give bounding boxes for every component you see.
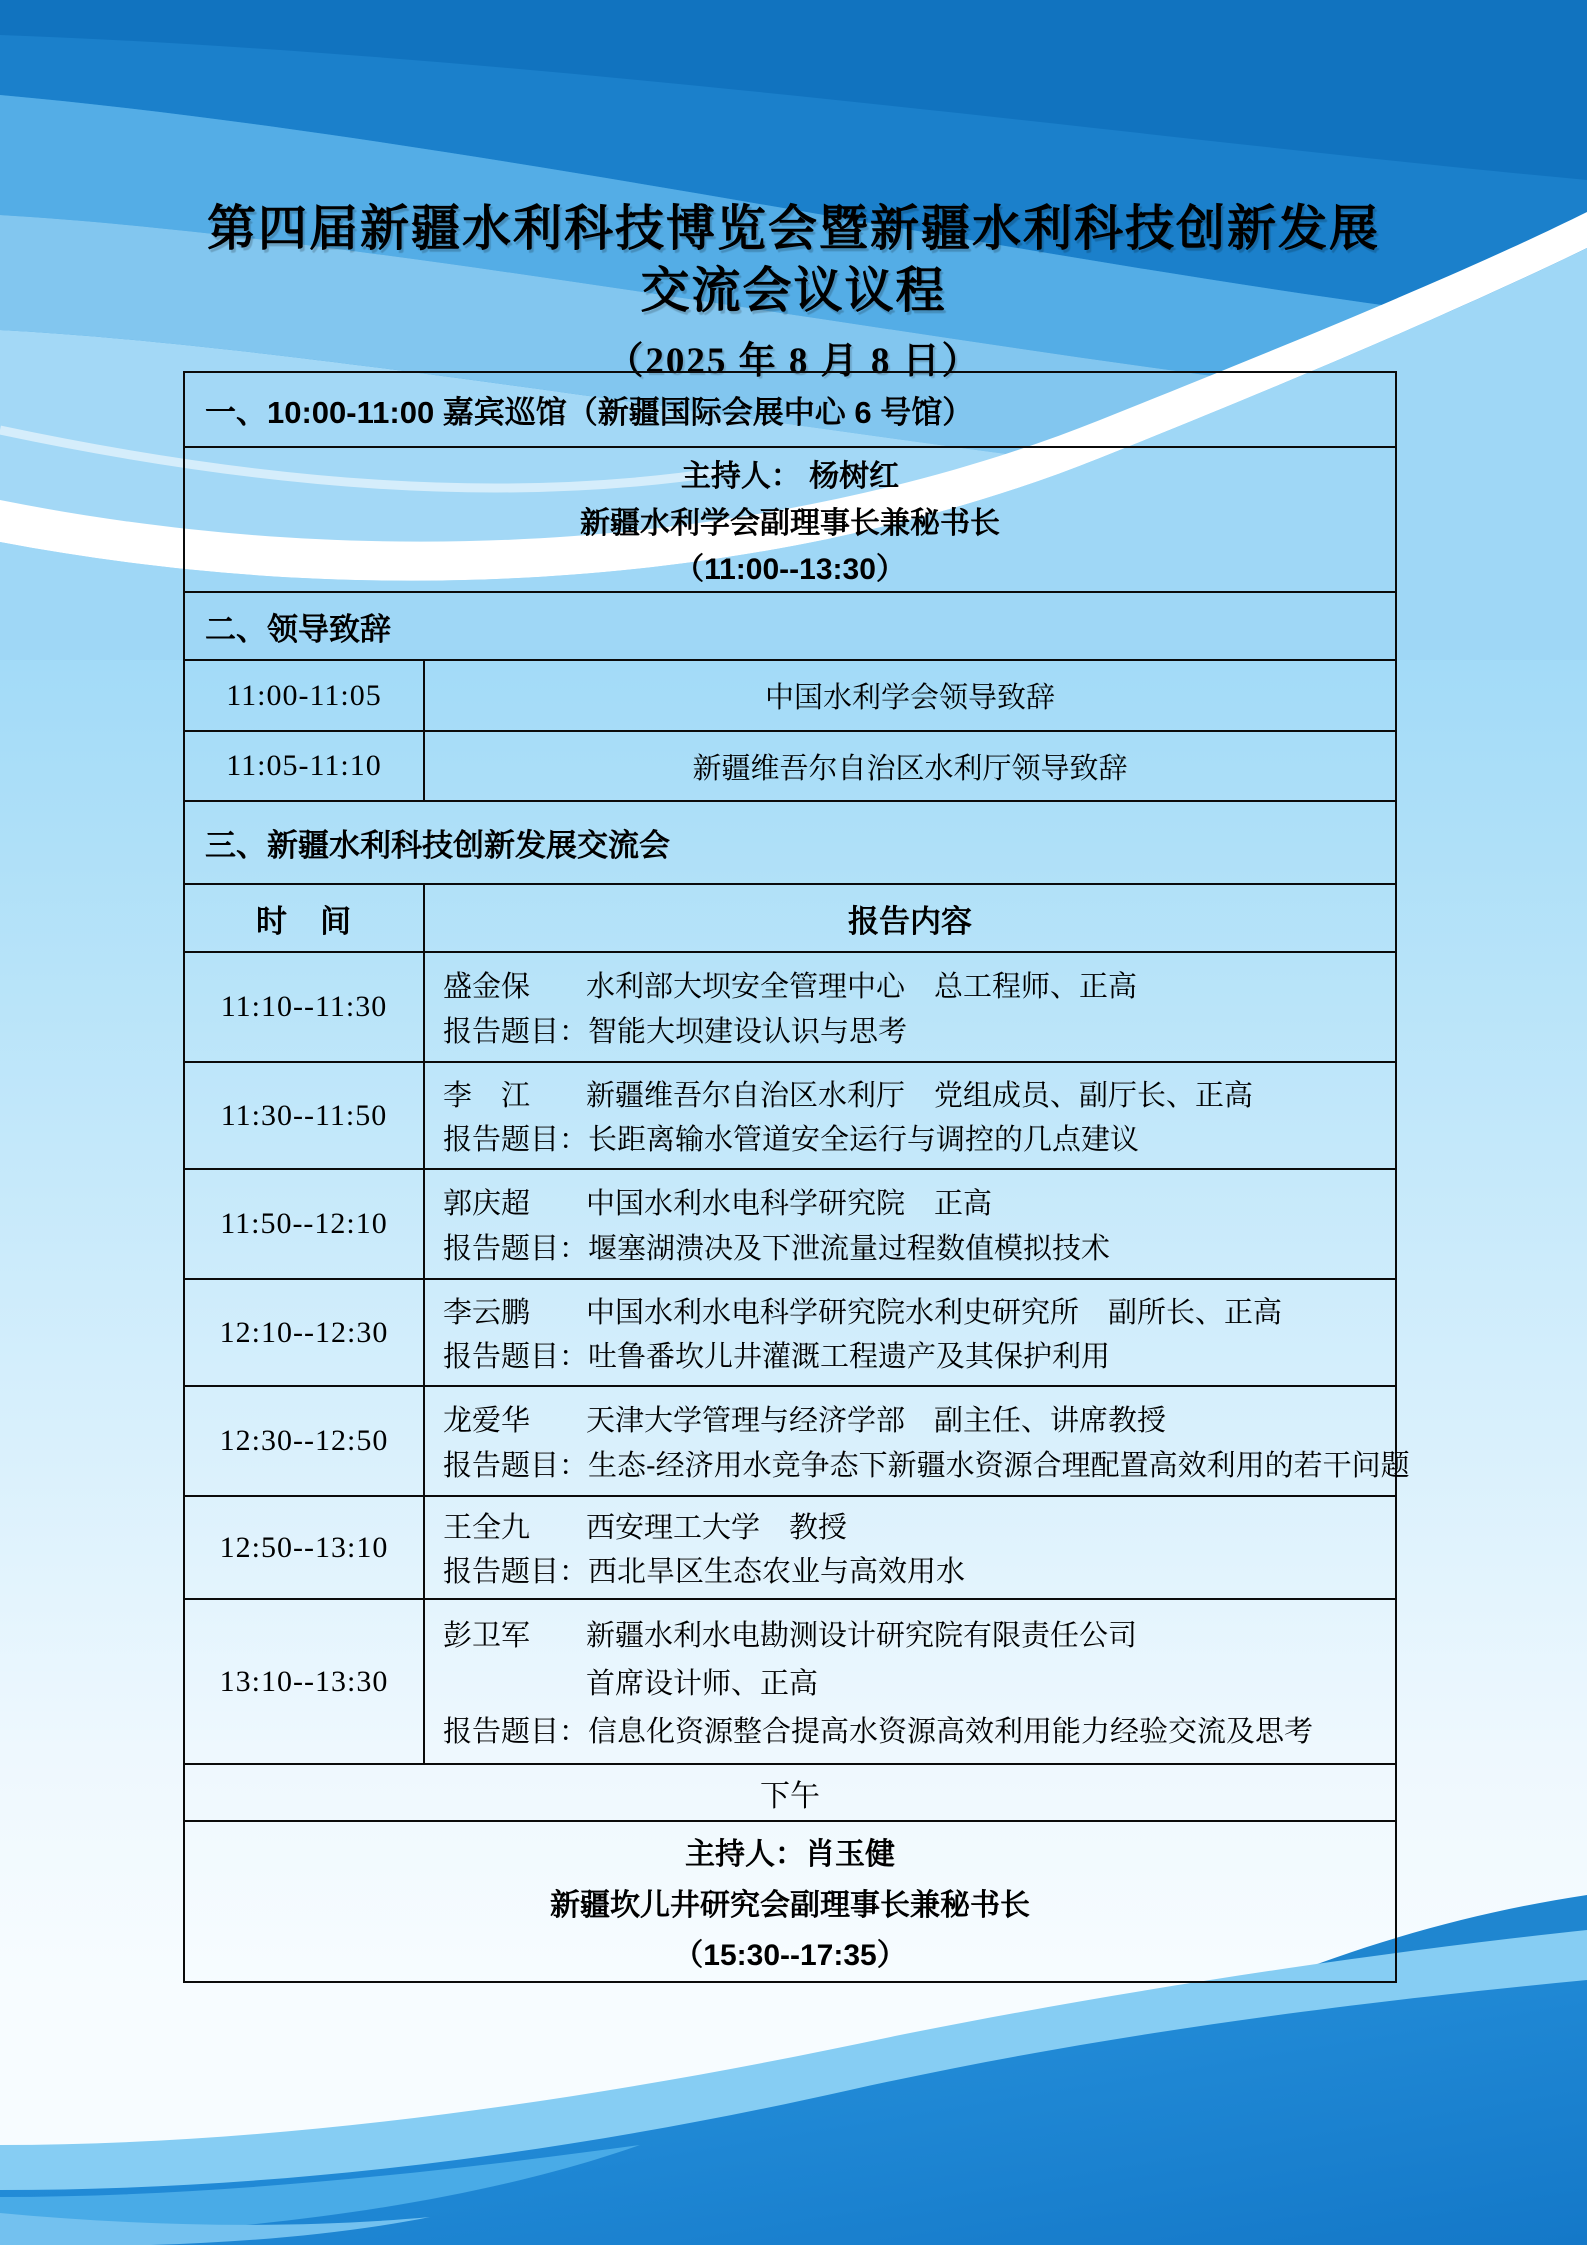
report-cell bbox=[425, 953, 1395, 1061]
morning-host-row bbox=[185, 448, 1395, 593]
report-row bbox=[185, 1387, 1410, 1497]
time-cell: 13:10--13:30 bbox=[185, 1600, 425, 1763]
topic-line bbox=[443, 1117, 1391, 1158]
speaker-affiliation-line-2: 首席设计师、正高 bbox=[586, 1668, 819, 1700]
report-row bbox=[185, 953, 1395, 1063]
topic-text: 长距离输水管道安全运行与调控的几点建议 bbox=[588, 1124, 1140, 1157]
section-1-label: 一、10:00-11:00 嘉宾巡馆（新疆国际会展中心 6 号馆） bbox=[205, 395, 974, 430]
time-cell: 11:00-11:05 bbox=[185, 661, 425, 730]
topic-line bbox=[443, 1443, 1410, 1484]
topic-prefix: 报告题目： bbox=[443, 1124, 589, 1157]
time-cell: 12:10--12:30 bbox=[185, 1280, 425, 1385]
topic-prefix: 报告题目： bbox=[443, 1233, 589, 1266]
time-cell: 11:05-11:10 bbox=[185, 732, 425, 800]
title-date: （2025 年 8 月 8 日） bbox=[606, 341, 981, 382]
topic-line bbox=[443, 1709, 1391, 1750]
morning-session-time: （11:00--13:30） bbox=[674, 553, 906, 587]
speaker-affiliation: 新疆水利水电勘测设计研究院有限责任公司 bbox=[586, 1620, 1138, 1652]
report-cell bbox=[425, 1387, 1414, 1495]
topic-line bbox=[443, 1334, 1391, 1375]
topic-text: 信息化资源整合提高水资源高效利用能力经验交流及思考 bbox=[588, 1716, 1314, 1748]
speaker-line bbox=[443, 1505, 1391, 1546]
report-cell bbox=[425, 1600, 1395, 1763]
report-cell bbox=[425, 1170, 1395, 1278]
section-3-label: 三、新疆水利科技创新发展交流会 bbox=[205, 828, 670, 863]
speaker-name: 郭庆超 bbox=[443, 1187, 531, 1220]
afternoon-host-name: 主持人：肖玉健 bbox=[685, 1837, 895, 1871]
report-row bbox=[185, 1497, 1395, 1600]
section-3-header bbox=[185, 802, 1395, 885]
time-cell: 11:30--11:50 bbox=[185, 1063, 425, 1168]
speaker-affiliation: 水利部大坝安全管理中心 总工程师、正高 bbox=[586, 970, 1138, 1003]
afternoon-host-title: 新疆坎儿井研究会副理事长兼秘书长 bbox=[550, 1888, 1030, 1922]
speaker-line bbox=[443, 1181, 1391, 1222]
afternoon-session-time: （15:30--17:35） bbox=[673, 1939, 907, 1973]
speaker-line bbox=[443, 1613, 1391, 1654]
report-row bbox=[185, 1170, 1395, 1280]
topic-text: 堰塞湖溃决及下泄流量过程数值模拟技术 bbox=[588, 1233, 1111, 1266]
morning-host-name: 主持人： 杨树红 bbox=[680, 459, 900, 493]
topic-line bbox=[443, 1009, 1391, 1050]
speech-row bbox=[185, 732, 1395, 802]
speaker-line bbox=[443, 1290, 1391, 1331]
time-cell: 12:30--12:50 bbox=[185, 1387, 425, 1495]
afternoon-divider-row bbox=[185, 1765, 1395, 1822]
speaker-name: 彭卫军 bbox=[443, 1620, 531, 1652]
topic-text: 智能大坝建设认识与思考 bbox=[588, 1016, 908, 1049]
speaker-line bbox=[443, 964, 1391, 1005]
speaker-affiliation: 中国水利水电科学研究院水利史研究所 副所长、正高 bbox=[586, 1296, 1283, 1329]
topic-text: 西北旱区生态农业与高效用水 bbox=[588, 1555, 966, 1588]
speaker-line bbox=[443, 1073, 1391, 1114]
topic-prefix: 报告题目： bbox=[443, 1555, 589, 1588]
report-cell bbox=[425, 1280, 1395, 1385]
time-column-header: 时 间 bbox=[185, 885, 425, 951]
speaker-affiliation: 中国水利水电科学研究院 正高 bbox=[586, 1187, 993, 1220]
speaker-affiliation: 西安理工大学 教授 bbox=[586, 1512, 848, 1545]
title-line-2: 交流会议议程 bbox=[640, 264, 947, 318]
topic-prefix: 报告题目： bbox=[443, 1341, 589, 1374]
topic-line bbox=[443, 1226, 1391, 1267]
speaker-name: 盛金保 bbox=[443, 970, 531, 1003]
speaker-affiliation: 新疆维吾尔自治区水利厅 党组成员、副厅长、正高 bbox=[586, 1079, 1254, 1112]
section-2-header bbox=[185, 593, 1395, 661]
column-header-row bbox=[185, 885, 1395, 953]
report-row bbox=[185, 1600, 1395, 1765]
topic-line bbox=[443, 1549, 1391, 1590]
speaker-name: 李云鹏 bbox=[443, 1296, 531, 1329]
report-cell bbox=[425, 1063, 1395, 1168]
speaker-name: 龙爱华 bbox=[443, 1404, 531, 1437]
time-cell: 12:50--13:10 bbox=[185, 1497, 425, 1598]
report-row bbox=[185, 1280, 1395, 1387]
topic-prefix: 报告题目： bbox=[443, 1450, 589, 1483]
afternoon-label: 下午 bbox=[760, 1779, 820, 1813]
speech-content: 中国水利学会领导致辞 bbox=[764, 682, 1055, 714]
topic-text: 吐鲁番坎儿井灌溉工程遗产及其保护利用 bbox=[588, 1341, 1111, 1374]
speaker-name: 李 江 bbox=[443, 1079, 531, 1112]
speaker-line bbox=[443, 1398, 1410, 1439]
speech-row bbox=[185, 661, 1395, 732]
speaker-name: 王全九 bbox=[443, 1512, 531, 1545]
time-cell: 11:10--11:30 bbox=[185, 953, 425, 1061]
afternoon-host-row bbox=[185, 1822, 1395, 1981]
speech-content: 新疆维吾尔自治区水利厅领导致辞 bbox=[692, 752, 1128, 785]
speaker-affiliation: 天津大学管理与经济学部 副主任、讲席教授 bbox=[586, 1404, 1167, 1437]
agenda-table bbox=[183, 371, 1410, 1983]
topic-prefix: 报告题目： bbox=[443, 1716, 589, 1748]
report-cell bbox=[425, 1497, 1395, 1598]
title-line-1: 第四届新疆水利科技博览会暨新疆水利科技创新发展 bbox=[206, 202, 1380, 256]
report-row bbox=[185, 1063, 1395, 1170]
time-cell: 11:50--12:10 bbox=[185, 1170, 425, 1278]
document-title bbox=[0, 198, 1587, 384]
morning-host-title: 新疆水利学会副理事长兼秘书长 bbox=[580, 506, 1000, 540]
content-column-header: 报告内容 bbox=[848, 903, 972, 939]
topic-text: 生态-经济用水竞争态下新疆水资源合理配置高效利用的若干问题 bbox=[588, 1450, 1410, 1483]
topic-prefix: 报告题目： bbox=[443, 1016, 589, 1049]
section-1-header bbox=[185, 373, 1395, 448]
section-2-label: 二、领导致辞 bbox=[205, 611, 391, 647]
